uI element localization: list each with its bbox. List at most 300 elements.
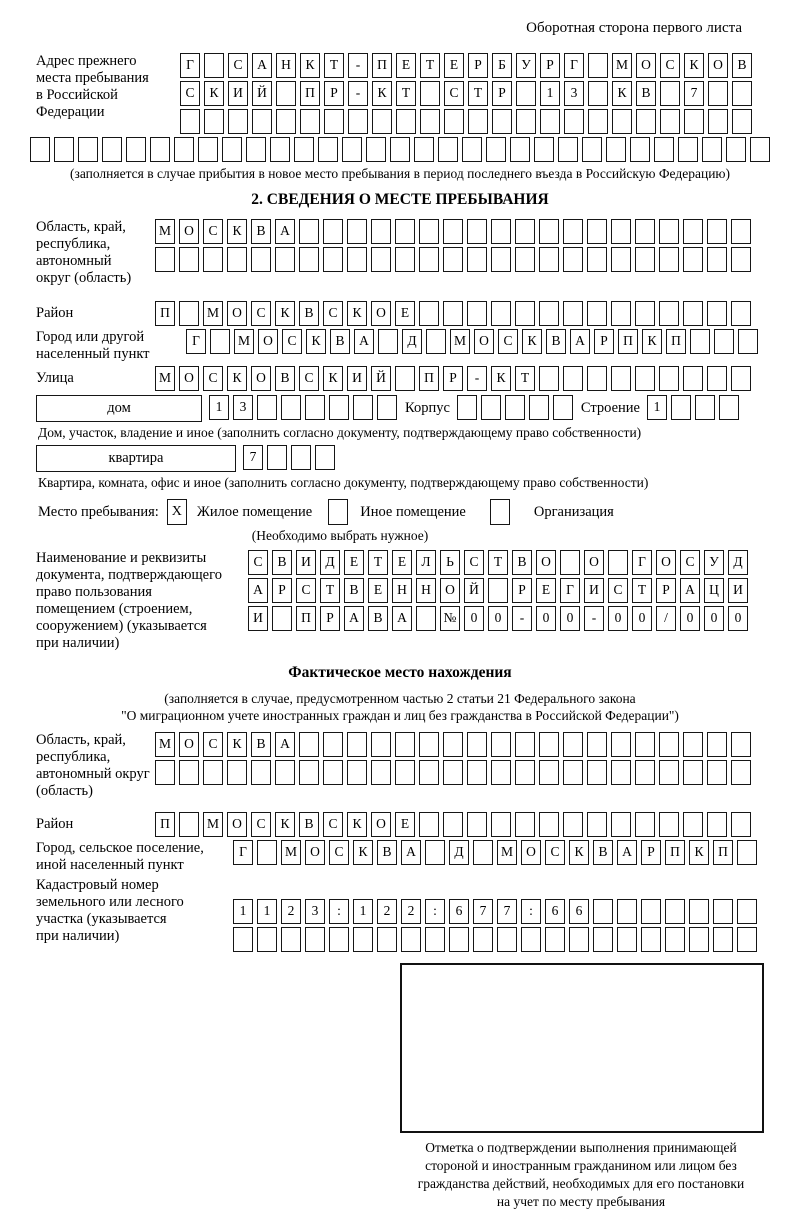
char-box[interactable]	[467, 760, 487, 785]
char-box[interactable]: М	[234, 329, 254, 354]
char-box[interactable]: И	[728, 578, 748, 603]
char-box[interactable]	[611, 366, 631, 391]
char-box[interactable]: С	[323, 301, 343, 326]
char-box[interactable]	[731, 366, 751, 391]
char-box[interactable]	[371, 732, 391, 757]
char-box[interactable]: О	[227, 812, 247, 837]
char-box[interactable]	[372, 109, 392, 134]
char-box[interactable]: И	[228, 81, 248, 106]
char-box[interactable]	[467, 219, 487, 244]
char-box[interactable]	[641, 927, 661, 952]
char-box[interactable]: С	[660, 53, 680, 78]
char-box[interactable]	[529, 395, 549, 420]
char-box[interactable]: А	[252, 53, 272, 78]
char-box[interactable]	[707, 812, 727, 837]
char-box[interactable]: В	[344, 578, 364, 603]
char-box[interactable]: А	[680, 578, 700, 603]
char-box[interactable]: С	[545, 840, 565, 865]
char-box[interactable]	[443, 301, 463, 326]
char-box[interactable]	[707, 732, 727, 757]
char-box[interactable]: Т	[515, 366, 535, 391]
char-box[interactable]	[492, 109, 512, 134]
char-box[interactable]: К	[323, 366, 343, 391]
char-box[interactable]: Н	[392, 578, 412, 603]
char-box[interactable]: О	[474, 329, 494, 354]
char-box[interactable]	[707, 219, 727, 244]
char-box[interactable]: А	[354, 329, 374, 354]
char-box[interactable]: В	[377, 840, 397, 865]
char-box[interactable]	[611, 760, 631, 785]
char-box[interactable]	[281, 927, 301, 952]
char-box[interactable]: С	[329, 840, 349, 865]
char-box[interactable]	[371, 219, 391, 244]
char-box[interactable]: Е	[396, 53, 416, 78]
char-box[interactable]: -	[467, 366, 487, 391]
char-box[interactable]	[665, 899, 685, 924]
char-box[interactable]	[246, 137, 266, 162]
char-box[interactable]: С	[296, 578, 316, 603]
char-box[interactable]: П	[372, 53, 392, 78]
char-box[interactable]	[635, 812, 655, 837]
char-box[interactable]	[612, 109, 632, 134]
char-box[interactable]	[275, 760, 295, 785]
char-box[interactable]	[443, 732, 463, 757]
char-box[interactable]	[257, 840, 277, 865]
char-box[interactable]	[315, 445, 335, 470]
char-box[interactable]: 0	[488, 606, 508, 631]
char-box[interactable]: К	[227, 366, 247, 391]
char-box[interactable]: С	[282, 329, 302, 354]
char-box[interactable]: В	[636, 81, 656, 106]
char-box[interactable]	[329, 395, 349, 420]
char-box[interactable]: С	[203, 732, 223, 757]
char-box[interactable]: М	[450, 329, 470, 354]
char-box[interactable]: С	[203, 219, 223, 244]
char-box[interactable]: С	[444, 81, 464, 106]
char-box[interactable]: В	[546, 329, 566, 354]
char-box[interactable]	[563, 301, 583, 326]
char-box[interactable]: Т	[320, 578, 340, 603]
char-box[interactable]: В	[368, 606, 388, 631]
char-box[interactable]: Р	[594, 329, 614, 354]
char-box[interactable]: О	[440, 578, 460, 603]
char-box[interactable]: -	[348, 53, 368, 78]
char-box[interactable]: Р	[272, 578, 292, 603]
char-box[interactable]	[390, 137, 410, 162]
char-box[interactable]	[299, 247, 319, 272]
char-box[interactable]	[587, 301, 607, 326]
char-box[interactable]: Б	[492, 53, 512, 78]
char-box[interactable]: Г	[180, 53, 200, 78]
char-box[interactable]: Г	[632, 550, 652, 575]
char-box[interactable]	[299, 219, 319, 244]
char-box[interactable]	[377, 927, 397, 952]
char-box[interactable]	[707, 366, 727, 391]
char-box[interactable]: У	[704, 550, 724, 575]
char-box[interactable]	[395, 760, 415, 785]
char-box[interactable]	[270, 137, 290, 162]
char-box[interactable]	[342, 137, 362, 162]
char-box[interactable]	[714, 329, 734, 354]
char-box[interactable]	[611, 301, 631, 326]
char-box[interactable]	[203, 247, 223, 272]
char-box[interactable]	[588, 109, 608, 134]
char-box[interactable]: -	[348, 81, 368, 106]
char-box[interactable]	[553, 395, 573, 420]
char-box[interactable]	[563, 760, 583, 785]
char-box[interactable]	[443, 247, 463, 272]
char-box[interactable]: :	[329, 899, 349, 924]
char-box[interactable]: Р	[492, 81, 512, 106]
char-box[interactable]: К	[227, 219, 247, 244]
char-box[interactable]	[347, 732, 367, 757]
char-box[interactable]: Т	[368, 550, 388, 575]
char-box[interactable]: -	[584, 606, 604, 631]
char-box[interactable]	[630, 137, 650, 162]
char-box[interactable]: П	[155, 301, 175, 326]
char-box[interactable]: Е	[344, 550, 364, 575]
char-box[interactable]	[641, 899, 661, 924]
char-box[interactable]: 6	[545, 899, 565, 924]
char-box[interactable]	[690, 329, 710, 354]
char-box[interactable]	[515, 219, 535, 244]
char-box[interactable]: О	[251, 366, 271, 391]
char-box[interactable]	[281, 395, 301, 420]
char-box[interactable]	[267, 445, 287, 470]
char-box[interactable]	[443, 812, 463, 837]
char-box[interactable]: О	[179, 366, 199, 391]
char-box[interactable]	[635, 219, 655, 244]
char-box[interactable]: 1	[647, 395, 667, 420]
char-box[interactable]: С	[251, 301, 271, 326]
char-box[interactable]	[457, 395, 477, 420]
char-box[interactable]	[713, 927, 733, 952]
char-box[interactable]	[539, 247, 559, 272]
char-box[interactable]	[587, 812, 607, 837]
char-box[interactable]: Т	[324, 53, 344, 78]
char-box[interactable]	[444, 109, 464, 134]
char-box[interactable]	[606, 137, 626, 162]
char-box[interactable]: А	[275, 732, 295, 757]
char-box[interactable]: К	[204, 81, 224, 106]
char-box[interactable]: -	[512, 606, 532, 631]
char-box[interactable]	[539, 732, 559, 757]
char-box[interactable]	[750, 137, 770, 162]
char-box[interactable]: А	[570, 329, 590, 354]
char-box[interactable]	[617, 899, 637, 924]
char-box[interactable]	[563, 732, 583, 757]
char-box[interactable]: М	[155, 366, 175, 391]
char-box[interactable]	[347, 219, 367, 244]
char-box[interactable]: :	[521, 899, 541, 924]
char-box[interactable]	[635, 301, 655, 326]
char-box[interactable]	[636, 109, 656, 134]
char-box[interactable]: С	[608, 578, 628, 603]
char-box[interactable]: К	[642, 329, 662, 354]
char-box[interactable]	[443, 219, 463, 244]
char-box[interactable]	[588, 81, 608, 106]
char-box[interactable]	[467, 732, 487, 757]
char-box[interactable]: Е	[444, 53, 464, 78]
char-box[interactable]	[684, 109, 704, 134]
char-box[interactable]	[419, 760, 439, 785]
char-box[interactable]: Т	[396, 81, 416, 106]
char-box[interactable]	[497, 927, 517, 952]
char-box[interactable]	[275, 247, 295, 272]
char-box[interactable]	[179, 812, 199, 837]
char-box[interactable]: 2	[281, 899, 301, 924]
char-box[interactable]	[353, 927, 373, 952]
char-box[interactable]	[611, 812, 631, 837]
char-box[interactable]	[353, 395, 373, 420]
char-box[interactable]	[78, 137, 98, 162]
char-box[interactable]: Л	[416, 550, 436, 575]
char-box[interactable]: К	[353, 840, 373, 865]
char-box[interactable]: О	[371, 812, 391, 837]
char-box[interactable]: К	[227, 732, 247, 757]
char-box[interactable]: М	[155, 219, 175, 244]
char-box[interactable]	[179, 301, 199, 326]
char-box[interactable]	[203, 760, 223, 785]
char-box[interactable]	[564, 109, 584, 134]
char-box[interactable]	[401, 927, 421, 952]
char-box[interactable]: 3	[564, 81, 584, 106]
char-box[interactable]	[347, 247, 367, 272]
char-box[interactable]: К	[522, 329, 542, 354]
char-box[interactable]: П	[666, 329, 686, 354]
char-box[interactable]	[539, 366, 559, 391]
char-box[interactable]	[481, 395, 501, 420]
char-box[interactable]: Е	[368, 578, 388, 603]
char-box[interactable]	[515, 301, 535, 326]
char-box[interactable]	[515, 732, 535, 757]
char-box[interactable]	[608, 550, 628, 575]
char-box[interactable]: К	[347, 812, 367, 837]
char-box[interactable]	[419, 812, 439, 837]
char-box[interactable]	[659, 812, 679, 837]
char-box[interactable]	[539, 301, 559, 326]
char-box[interactable]	[659, 760, 679, 785]
char-box[interactable]	[611, 732, 631, 757]
char-box[interactable]	[276, 81, 296, 106]
char-box[interactable]	[416, 606, 436, 631]
char-box[interactable]	[683, 247, 703, 272]
char-box[interactable]	[395, 247, 415, 272]
char-box[interactable]	[611, 219, 631, 244]
char-box[interactable]: 0	[704, 606, 724, 631]
char-box[interactable]	[473, 927, 493, 952]
char-box[interactable]: И	[248, 606, 268, 631]
char-box[interactable]	[276, 109, 296, 134]
char-box[interactable]	[732, 109, 752, 134]
char-box[interactable]	[348, 109, 368, 134]
char-box[interactable]: 7	[243, 445, 263, 470]
char-box[interactable]	[671, 395, 691, 420]
char-box[interactable]	[617, 927, 637, 952]
char-box[interactable]	[683, 732, 703, 757]
char-box[interactable]	[587, 732, 607, 757]
char-box[interactable]	[486, 137, 506, 162]
char-box[interactable]: Е	[395, 301, 415, 326]
char-box[interactable]: 6	[569, 899, 589, 924]
char-box[interactable]: Т	[468, 81, 488, 106]
char-box[interactable]	[467, 301, 487, 326]
char-box[interactable]	[515, 760, 535, 785]
char-box[interactable]: Р	[324, 81, 344, 106]
char-box[interactable]	[251, 760, 271, 785]
char-box[interactable]	[737, 927, 757, 952]
char-box[interactable]: Й	[464, 578, 484, 603]
char-box[interactable]	[659, 219, 679, 244]
char-box[interactable]: М	[203, 301, 223, 326]
char-box[interactable]: 0	[464, 606, 484, 631]
char-box[interactable]: В	[272, 550, 292, 575]
char-box[interactable]	[545, 927, 565, 952]
char-box[interactable]: К	[275, 812, 295, 837]
char-box[interactable]: Н	[416, 578, 436, 603]
char-box[interactable]: 1	[233, 899, 253, 924]
char-box[interactable]: О	[179, 732, 199, 757]
char-box[interactable]: С	[180, 81, 200, 106]
char-box[interactable]	[587, 366, 607, 391]
char-box[interactable]: О	[536, 550, 556, 575]
char-box[interactable]	[731, 219, 751, 244]
char-box[interactable]	[102, 137, 122, 162]
char-box[interactable]	[438, 137, 458, 162]
char-box[interactable]	[593, 927, 613, 952]
char-box[interactable]	[539, 812, 559, 837]
char-box[interactable]: Д	[402, 329, 422, 354]
char-box[interactable]	[587, 760, 607, 785]
char-box[interactable]	[366, 137, 386, 162]
char-box[interactable]	[468, 109, 488, 134]
char-box[interactable]: 3	[305, 899, 325, 924]
char-box[interactable]	[179, 247, 199, 272]
char-box[interactable]	[659, 247, 679, 272]
char-box[interactable]	[635, 760, 655, 785]
char-box[interactable]	[371, 760, 391, 785]
char-box[interactable]	[683, 366, 703, 391]
char-box[interactable]	[204, 53, 224, 78]
char-box[interactable]: 2	[377, 899, 397, 924]
char-box[interactable]: П	[296, 606, 316, 631]
char-box[interactable]	[449, 927, 469, 952]
char-box[interactable]	[227, 760, 247, 785]
char-box[interactable]	[708, 81, 728, 106]
checkbox-residential[interactable]: X	[167, 499, 187, 525]
char-box[interactable]	[257, 395, 277, 420]
char-box[interactable]	[678, 137, 698, 162]
char-box[interactable]	[329, 927, 349, 952]
char-box[interactable]	[659, 301, 679, 326]
char-box[interactable]: И	[296, 550, 316, 575]
char-box[interactable]: А	[248, 578, 268, 603]
char-box[interactable]: С	[299, 366, 319, 391]
char-box[interactable]	[569, 927, 589, 952]
char-box[interactable]: 0	[608, 606, 628, 631]
char-box[interactable]: П	[665, 840, 685, 865]
char-box[interactable]: Е	[536, 578, 556, 603]
char-box[interactable]	[726, 137, 746, 162]
char-box[interactable]	[539, 219, 559, 244]
char-box[interactable]: К	[689, 840, 709, 865]
char-box[interactable]: С	[251, 812, 271, 837]
char-box[interactable]	[419, 219, 439, 244]
char-box[interactable]	[150, 137, 170, 162]
char-box[interactable]	[665, 927, 685, 952]
char-box[interactable]	[426, 329, 446, 354]
char-box[interactable]	[179, 760, 199, 785]
char-box[interactable]: С	[228, 53, 248, 78]
char-box[interactable]	[737, 840, 757, 865]
char-box[interactable]: Е	[392, 550, 412, 575]
char-box[interactable]: А	[344, 606, 364, 631]
char-box[interactable]	[491, 247, 511, 272]
char-box[interactable]: О	[371, 301, 391, 326]
char-box[interactable]	[635, 732, 655, 757]
char-box[interactable]	[491, 812, 511, 837]
char-box[interactable]	[488, 578, 508, 603]
char-box[interactable]	[323, 760, 343, 785]
char-box[interactable]: Т	[488, 550, 508, 575]
char-box[interactable]	[300, 109, 320, 134]
char-box[interactable]: Ц	[704, 578, 724, 603]
char-box[interactable]	[563, 366, 583, 391]
char-box[interactable]: Г	[186, 329, 206, 354]
char-box[interactable]	[323, 732, 343, 757]
char-box[interactable]	[582, 137, 602, 162]
char-box[interactable]: 1	[353, 899, 373, 924]
char-box[interactable]: М	[281, 840, 301, 865]
char-box[interactable]: 7	[684, 81, 704, 106]
char-box[interactable]	[371, 247, 391, 272]
char-box[interactable]	[732, 81, 752, 106]
char-box[interactable]	[323, 247, 343, 272]
char-box[interactable]: 1	[540, 81, 560, 106]
checkbox-organization[interactable]	[490, 499, 510, 525]
char-box[interactable]	[521, 927, 541, 952]
char-box[interactable]: С	[464, 550, 484, 575]
char-box[interactable]: М	[203, 812, 223, 837]
char-box[interactable]	[126, 137, 146, 162]
char-box[interactable]: 2	[401, 899, 421, 924]
char-box[interactable]	[654, 137, 674, 162]
char-box[interactable]	[323, 219, 343, 244]
char-box[interactable]	[305, 395, 325, 420]
char-box[interactable]: И	[584, 578, 604, 603]
char-box[interactable]: Р	[320, 606, 340, 631]
char-box[interactable]: О	[636, 53, 656, 78]
char-box[interactable]	[395, 366, 415, 391]
char-box[interactable]: С	[680, 550, 700, 575]
char-box[interactable]	[155, 247, 175, 272]
char-box[interactable]	[395, 219, 415, 244]
char-box[interactable]	[593, 899, 613, 924]
char-box[interactable]: №	[440, 606, 460, 631]
char-box[interactable]	[587, 219, 607, 244]
char-box[interactable]	[738, 329, 758, 354]
char-box[interactable]: :	[425, 899, 445, 924]
char-box[interactable]	[419, 247, 439, 272]
char-box[interactable]: В	[251, 732, 271, 757]
char-box[interactable]: М	[497, 840, 517, 865]
char-box[interactable]	[180, 109, 200, 134]
char-box[interactable]	[587, 247, 607, 272]
char-box[interactable]	[443, 760, 463, 785]
char-box[interactable]	[659, 366, 679, 391]
char-box[interactable]: К	[275, 301, 295, 326]
char-box[interactable]	[558, 137, 578, 162]
